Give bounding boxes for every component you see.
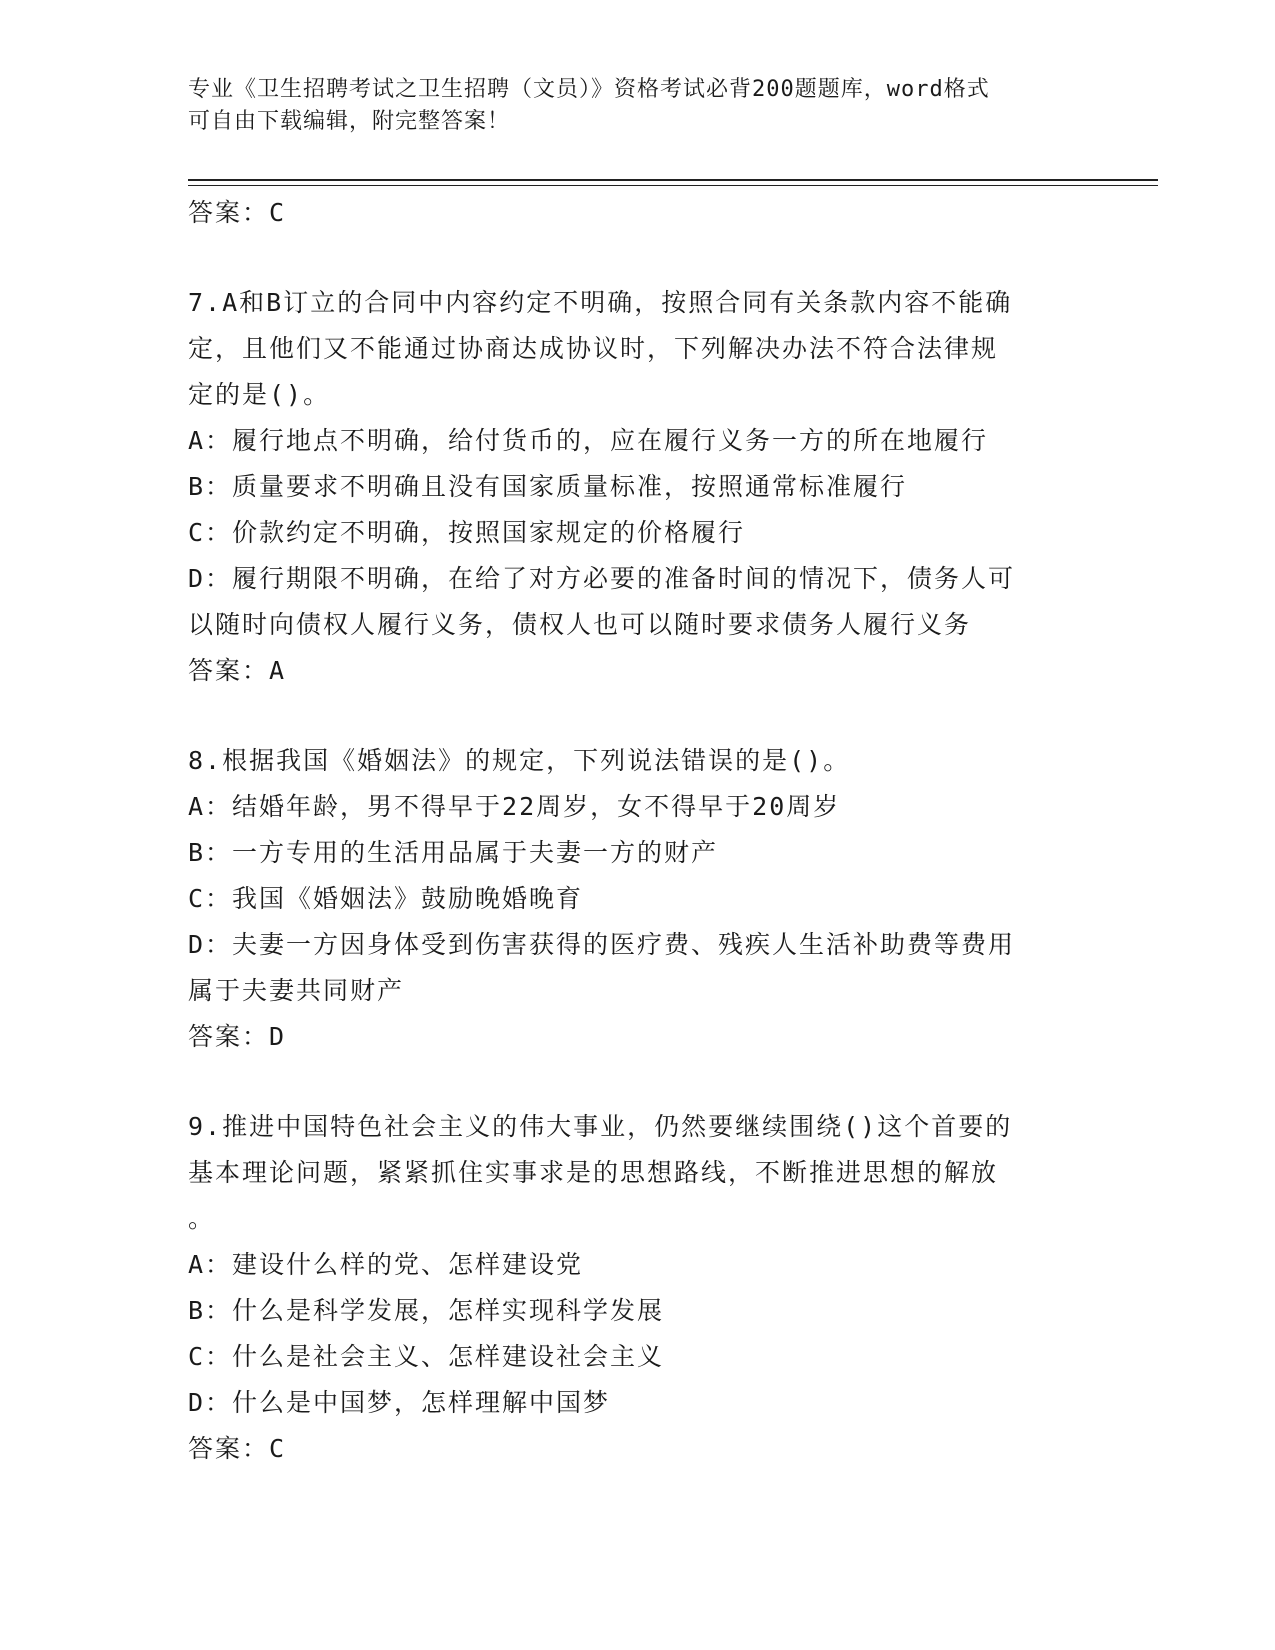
option-a: A：履行地点不明确，给付货币的，应在履行义务一方的所在地履行 — [188, 426, 989, 455]
option-d-continued: 属于夫妻共同财产 — [188, 976, 405, 1005]
answer-line — [188, 1014, 1088, 1060]
question-stem-line: 定的是()。 — [188, 380, 331, 409]
question-9 — [188, 1104, 1088, 1472]
document-body — [188, 190, 1088, 1472]
option-b: B：什么是科学发展，怎样实现科学发展 — [188, 1296, 665, 1325]
option-d-continued: 以随时向债权人履行义务，债权人也可以随时要求债务人履行义务 — [188, 610, 972, 639]
answer-label: 答案： — [188, 1434, 270, 1463]
question-stem-line: 8.根据我国《婚姻法》的规定，下列说法错误的是()。 — [188, 746, 851, 775]
answer-line-prev — [188, 190, 1088, 236]
answer-value: C — [269, 198, 287, 227]
answer-label: 答案： — [188, 1022, 270, 1051]
answer-label: 答案： — [188, 656, 270, 685]
option-c: C：什么是社会主义、怎样建设社会主义 — [188, 1342, 665, 1371]
question-8 — [188, 738, 1088, 1060]
header-rule-thick — [188, 179, 1158, 181]
option-c: C：我国《婚姻法》鼓励晚婚晚育 — [188, 884, 584, 913]
question-stem-line: 7.A和B订立的合同中内容约定不明确，按照合同有关条款内容不能确 — [188, 288, 1013, 317]
spacer — [188, 694, 1088, 738]
question-stem-line: 。 — [188, 1204, 216, 1233]
document-header — [188, 74, 1088, 138]
option-a: A：结婚年龄，男不得早于22周岁，女不得早于20周岁 — [188, 792, 841, 821]
header-rule-thin — [188, 185, 1158, 186]
answer-line — [188, 1426, 1088, 1472]
option-a: A：建设什么样的党、怎样建设党 — [188, 1250, 584, 1279]
answer-value: C — [269, 1434, 287, 1463]
answer-line — [188, 648, 1088, 694]
question-7 — [188, 280, 1088, 694]
question-stem-line: 基本理论问题，紧紧抓住实事求是的思想路线，不断推进思想的解放 — [188, 1158, 999, 1187]
option-c: C：价款约定不明确，按照国家规定的价格履行 — [188, 518, 746, 547]
answer-label: 答案： — [188, 198, 270, 227]
option-b: B：质量要求不明确且没有国家质量标准，按照通常标准履行 — [188, 472, 908, 501]
option-d: D：什么是中国梦，怎样理解中国梦 — [188, 1388, 611, 1417]
header-line-1: 专业《卫生招聘考试之卫生招聘（文员）》资格考试必背200题题库，word格式 — [188, 77, 990, 102]
spacer — [188, 236, 1088, 280]
option-b: B：一方专用的生活用品属于夫妻一方的财产 — [188, 838, 719, 867]
question-stem-line: 9.推进中国特色社会主义的伟大事业，仍然要继续围绕()这个首要的 — [188, 1112, 1013, 1141]
answer-value: D — [269, 1022, 287, 1051]
question-stem-line: 定，且他们又不能通过协商达成协议时，下列解决办法不符合法律规 — [188, 334, 999, 363]
answer-value: A — [269, 656, 287, 685]
header-line-2: 可自由下载编辑，附完整答案！ — [188, 109, 511, 134]
option-d: D：履行期限不明确，在给了对方必要的准备时间的情况下，债务人可 — [188, 564, 1016, 593]
option-d: D：夫妻一方因身体受到伤害获得的医疗费、残疾人生活补助费等费用 — [188, 930, 1016, 959]
spacer — [188, 1060, 1088, 1104]
